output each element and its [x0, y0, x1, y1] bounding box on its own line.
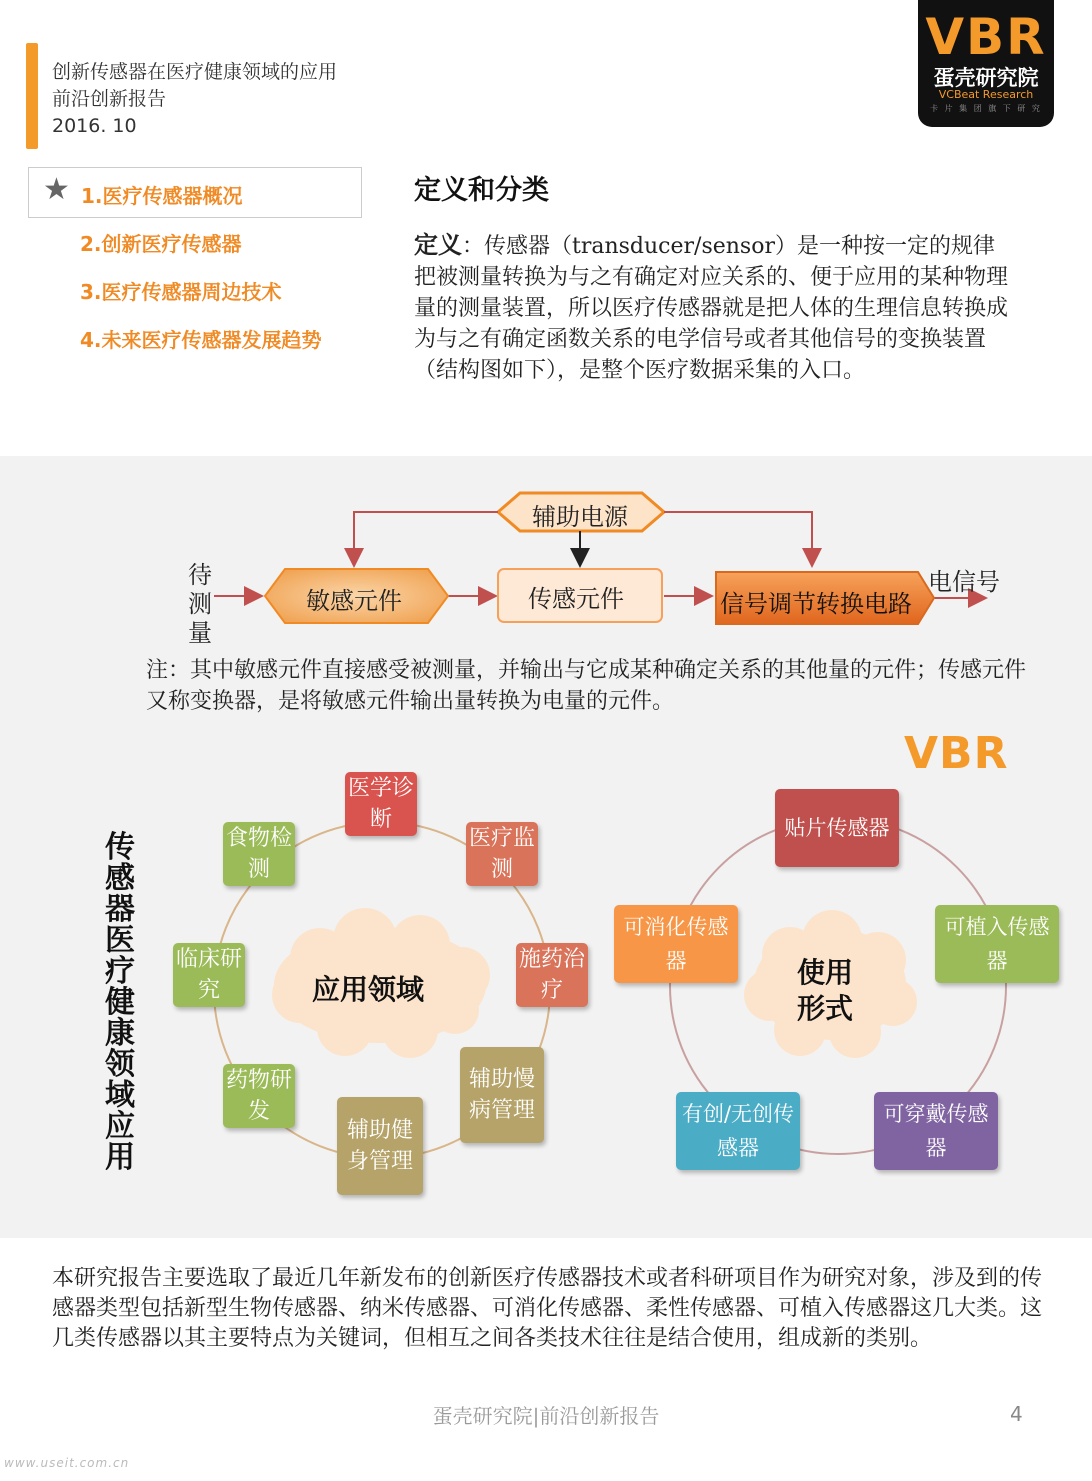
page-footer: [0, 1400, 1092, 1429]
toc-item-3[interactable]: 3.医疗传感器周边技术: [80, 280, 282, 304]
input-label: 待测量: [188, 561, 212, 647]
output-label: 电信号: [928, 568, 1000, 596]
logo-english: VCBeat Research: [938, 88, 1034, 101]
report-title: 创新传感器在医疗健康领域的应用: [52, 61, 338, 83]
report-subtitle: 前沿创新报告: [52, 88, 167, 110]
application-center-label: 应用领域: [312, 973, 425, 1006]
app-item-drug-research: 药物研发: [223, 1064, 295, 1128]
app-item-food: 食物检测: [223, 822, 295, 886]
forms-center-label: 使用形式: [796, 956, 853, 1025]
footer-org: 蛋壳研究院: [432, 1404, 533, 1428]
toc-active-item[interactable]: [28, 167, 362, 218]
diagram-note: 注：其中敏感元件直接感受被测量，并输出与它成某种确定关系的其他量的元件；传感元件又称变换器，是将敏感元件输出量转换为电量的元件。: [146, 658, 1027, 714]
form-item-implantable: 可植入传感器: [935, 905, 1059, 983]
watermark: www.useit.com.cn: [4, 1456, 130, 1470]
app-item-monitoring: 医疗监测: [466, 822, 538, 886]
sensitive-element-label: 敏感元件: [306, 587, 402, 615]
logo-chinese: 蛋壳研究院: [933, 66, 1039, 90]
definition-label: 定义: [414, 231, 462, 259]
definition-text: ：传感器（transducer/sensor）是一种按一定的规律把被测量转换为与之有确定对应关系的、便于应用的某种物理量的测量装置，所以医疗传感器就是把人体的生理信息转换成为与之有确定函数关系的电学信号或者其他信号的变换装置（结构图如下），是整个医疗数据采集的入口。: [414, 234, 1009, 383]
panel-vbr-logo: VBR: [904, 728, 1009, 779]
power-label: 辅助电源: [532, 503, 628, 531]
summary-paragraph: 本研究报告主要选取了最近几年新发布的创新医疗传感器技术或者科研项目作为研究对象，涉及到的传感器类型包括新型生物传感器、纳米传感器、可消化传感器、柔性传感器、可植入传感器这几大类。这几类传感器以其主要特点为关键词，但相互之间各类技术往往是结合使用，组成新的类别。: [52, 1266, 1043, 1351]
section-title: 定义和分类: [414, 175, 549, 206]
report-date: 2016. 10: [52, 115, 137, 137]
logo-letters: VBR: [925, 8, 1047, 66]
toc-item-1: 1.医疗传感器概况: [81, 184, 243, 208]
footer-report: 前沿创新报告: [539, 1404, 660, 1428]
circuit-label: 信号调节转换电路: [720, 590, 912, 618]
form-item-invasive: 有创/无创传感器: [676, 1092, 800, 1170]
header-accent-bar: [26, 43, 38, 149]
transducer-label: 传感元件: [528, 585, 624, 613]
sensor-flow-diagram: [0, 456, 1092, 656]
app-item-drug-therapy: 施药治疗: [516, 943, 588, 1007]
app-item-clinical: 临床研究: [173, 943, 245, 1007]
app-item-fitness: 辅助健身管理: [337, 1097, 423, 1195]
form-item-patch: 贴片传感器: [775, 789, 899, 867]
toc-item-4[interactable]: 4.未来医疗传感器发展趋势: [80, 328, 322, 352]
toc-item-2[interactable]: 2.创新医疗传感器: [80, 232, 242, 256]
logo-subtitle: 卡 片 集 团 旗 下 研 究: [930, 104, 1042, 113]
vbr-logo: [918, 0, 1054, 127]
definition-paragraph: [414, 230, 1014, 386]
app-item-chronic-care: 辅助慢病管理: [460, 1047, 544, 1143]
form-item-wearable: 可穿戴传感器: [874, 1092, 998, 1170]
star-icon: ★: [43, 172, 70, 207]
footer-separator: |: [532, 1404, 540, 1428]
page-number: 4: [1010, 1402, 1023, 1426]
app-item-diagnosis: 医学诊断: [345, 772, 417, 836]
vertical-title: 传感器医疗健康领域应用: [105, 830, 135, 1175]
form-item-digestible: 可消化传感器: [614, 905, 738, 983]
